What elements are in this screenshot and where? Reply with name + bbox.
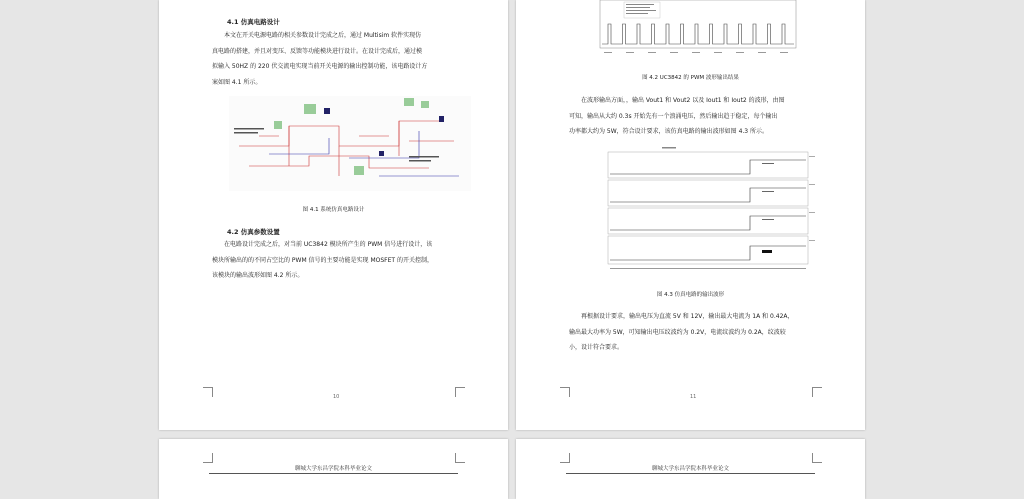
output-waveform-figure xyxy=(602,146,817,274)
paragraph-waveform xyxy=(569,93,785,140)
margin-corner-mark xyxy=(203,453,213,463)
text-line: 再根据设计要求，输出电压为直流 5V 和 12V，输出最大电流为 1A 和 0.42A， xyxy=(581,313,794,320)
figure-4-3-caption: 图 4.3 仿真电路的输出波形 xyxy=(656,292,725,298)
text-line: 小，设计符合要求。 xyxy=(569,344,624,351)
text-line: 在电路设计完成之后，对当前 UC3842 模块所产生的 PWM 信号进行设计，该 xyxy=(224,241,433,248)
page-10 xyxy=(159,0,508,430)
text-line: 可知，输出从大约 0.3s 开始先有一个浪涌电压，然后输出趋于稳定，每个输出 xyxy=(569,112,778,120)
text-line: 该模块的输出波形如图 4.2 所示。 xyxy=(212,272,304,279)
page-header: 聊城大学东昌学院本科毕业论文 xyxy=(294,466,372,472)
text-line: 在波形输出方面，，输出 Vout1 和 Vout2 以及 Iout1 和 Iout2 的波形，由图 xyxy=(581,97,785,104)
figure-4-2-caption: 图 4.2 UC3842 的 PWM 波形输出结果 xyxy=(642,75,739,81)
margin-corner-mark xyxy=(455,453,465,463)
header-rule xyxy=(209,473,458,474)
header-rule xyxy=(566,473,815,474)
margin-corner-mark xyxy=(203,387,213,397)
margin-corner-mark xyxy=(560,387,570,397)
text-line: 本文在开关电源电路的相关参数设计完成之后，通过 Multisim 软件实现仿 xyxy=(224,32,422,39)
page-header: 聊城大学东昌学院本科毕业论文 xyxy=(651,466,729,472)
margin-corner-mark xyxy=(812,453,822,463)
text-line: 案如图 4.1 所示。 xyxy=(212,78,262,86)
section-heading-4-2: 4.2 仿真参数设置 xyxy=(227,228,280,236)
figure-4-1-caption: 图 4.1 系统仿真电路设计 xyxy=(302,207,365,213)
circuit-schematic-figure xyxy=(229,96,471,191)
text-line: 功率都大约为 5W，符合设计要求，该仿真电路的输出波形如图 4.3 所示。 xyxy=(569,128,769,135)
section-heading-4-1: 4.1 仿真电路设计 xyxy=(227,18,280,26)
text-line: 输出最大功率为 5W，可知输出电压纹波约为 0.2V，电流纹波约为 0.2A，纹波较 xyxy=(569,328,786,336)
paragraph-conclusion xyxy=(569,309,794,356)
pwm-waveform-figure xyxy=(596,0,801,58)
page-12 xyxy=(159,439,508,499)
text-line: 真电路的搭建，并且对变压、反馈等功能模块进行设计。在设计完成后，通过模 xyxy=(212,47,423,55)
page-11 xyxy=(516,0,865,430)
page-number: 11 xyxy=(690,394,697,400)
paragraph-4-2 xyxy=(212,237,433,284)
text-line: 拟输入 50HZ 的 220 伏交流电实现当前开关电源的输出控制功能，该电路设计方 xyxy=(212,63,428,70)
margin-corner-mark xyxy=(560,453,570,463)
page-13 xyxy=(516,439,865,499)
margin-corner-mark xyxy=(812,387,822,397)
paragraph-4-1 xyxy=(212,28,427,90)
text-line: 模块所输出的的不同占空比的 PWM 信号的主要功能是实现 MOSFET 的开关控制， xyxy=(212,256,433,264)
page-number: 10 xyxy=(333,394,340,400)
margin-corner-mark xyxy=(455,387,465,397)
